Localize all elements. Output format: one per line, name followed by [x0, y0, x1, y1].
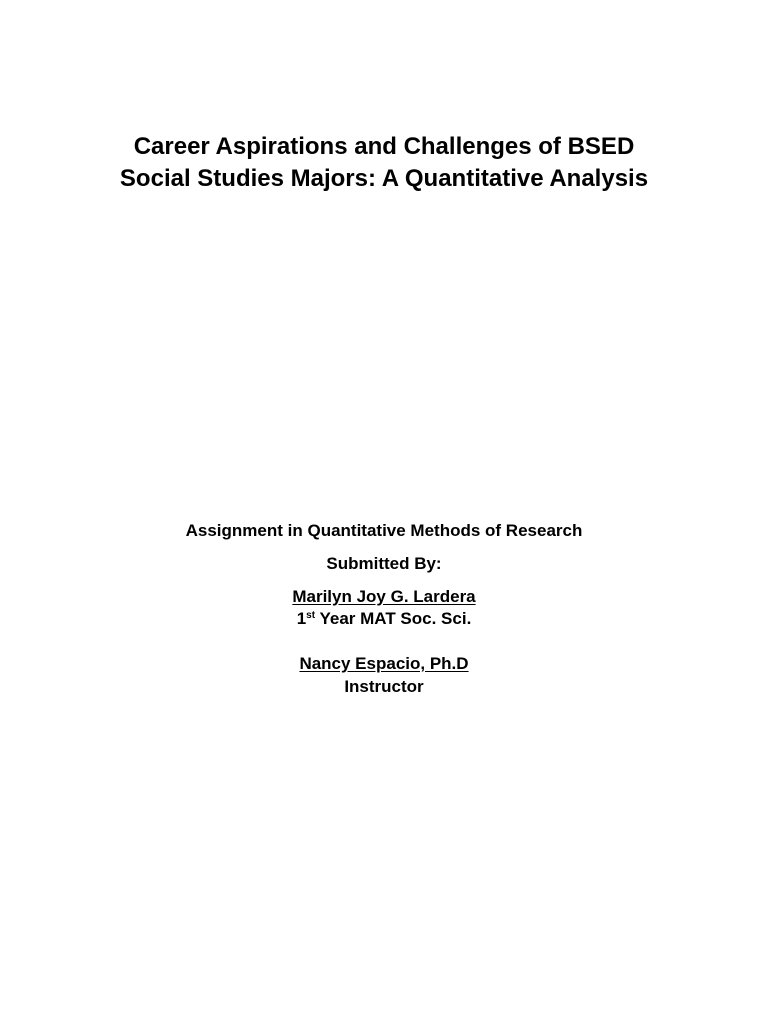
instructor-name-text: Nancy Espacio, Ph.D	[299, 654, 469, 673]
title-line-1: Career Aspirations and Challenges of BSED	[133, 133, 635, 160]
student-year-rest: Year MAT Soc. Sci.	[315, 609, 472, 628]
submitted-by-label: Submitted By:	[326, 554, 442, 573]
assignment-line: Assignment in Quantitative Methods of Research	[185, 521, 583, 540]
student-name	[60, 586, 708, 607]
student-year-suffix: st	[306, 610, 316, 622]
title-line-2: Social Studies Majors: A Quantitative Analysis	[119, 165, 649, 192]
student-name-text: Marilyn Joy G. Lardera	[292, 587, 476, 606]
document-title	[60, 131, 708, 195]
instructor-role: Instructor	[344, 677, 424, 696]
student-year	[60, 608, 708, 629]
instructor-name	[60, 653, 708, 674]
student-year-number: 1	[296, 609, 307, 628]
